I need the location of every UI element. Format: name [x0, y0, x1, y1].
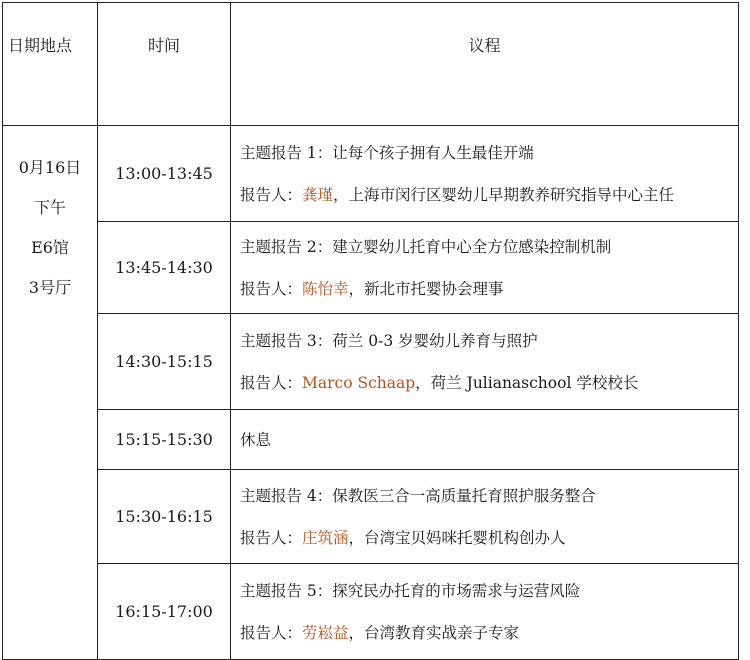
table-row [3, 126, 739, 222]
time-cell: 13:00-13:45 [98, 126, 231, 222]
reporter-label: 报告人： [240, 623, 303, 642]
time-cell: 13:45-14:30 [98, 222, 231, 314]
agenda-cell [231, 564, 739, 660]
agenda-cell [231, 126, 739, 222]
speaker-name: 龚瑾 [302, 185, 334, 204]
reporter-label: 报告人： [240, 528, 303, 547]
time-cell: 14:30-15:15 [98, 314, 231, 410]
reporter-label: 报告人： [240, 373, 303, 392]
room-text: 3号厅 [28, 278, 72, 297]
date-location-cell [3, 126, 98, 660]
header-time: 时间 [98, 3, 231, 126]
header-row [3, 3, 739, 126]
talk-title: 主题报告 3：荷兰 0-3 岁婴幼儿养育与照护 [240, 331, 538, 350]
period-text: 下午 [33, 198, 66, 217]
talk-title: 主题报告 1：让每个孩子拥有人生最佳开端 [240, 143, 534, 162]
reporter-line [240, 612, 737, 654]
time-cell: 15:30-16:15 [98, 470, 231, 564]
reporter-line [240, 517, 737, 559]
speaker-info: ，台湾宝贝妈咪托婴机构创办人 [348, 528, 566, 547]
speaker-info: ，台湾教育实战亲子专家 [348, 623, 520, 642]
reporter-line [240, 362, 737, 404]
speaker-info: ，新北市托婴协会理事 [348, 279, 504, 298]
speaker-name: 庄筑涵 [302, 528, 349, 547]
table-row [3, 314, 739, 410]
time-cell: 16:15-17:00 [98, 564, 231, 660]
header-agenda: 议程 [231, 3, 739, 126]
speaker-name: 劳崧益 [302, 623, 349, 642]
speaker-info: ，上海市闵行区婴幼儿早期教养研究指导中心主任 [333, 185, 675, 204]
speaker-name: Marco Schaap [302, 373, 416, 392]
table-row [3, 564, 739, 660]
talk-title: 主题报告 4：保教医三合一高质量托育照护服务整合 [240, 486, 596, 505]
speaker-info: ，荷兰 Julianaschool 学校校长 [415, 373, 639, 392]
schedule-table [2, 2, 739, 660]
talk-title: 主题报告 2：建立婴幼儿托育中心全方位感染控制机制 [240, 237, 612, 256]
reporter-label: 报告人： [240, 279, 303, 298]
header-date-location: 日期地点 [3, 3, 98, 126]
break-label: 休息 [240, 430, 272, 449]
speaker-name: 陈怡幸 [302, 279, 349, 298]
reporter-line [240, 174, 737, 216]
table-row [3, 222, 739, 314]
reporter-label: 报告人： [240, 185, 303, 204]
table-row [3, 470, 739, 564]
talk-title: 主题报告 5：探究民办托育的市场需求与运营风险 [240, 581, 581, 600]
date-text: 0月16日 [18, 158, 82, 177]
agenda-cell [231, 410, 739, 470]
agenda-cell [231, 222, 739, 314]
reporter-line [240, 268, 737, 310]
agenda-cell [231, 314, 739, 410]
table-row [3, 410, 739, 470]
time-cell: 15:15-15:30 [98, 410, 231, 470]
agenda-cell [231, 470, 739, 564]
hall-text: E6馆 [31, 238, 69, 257]
